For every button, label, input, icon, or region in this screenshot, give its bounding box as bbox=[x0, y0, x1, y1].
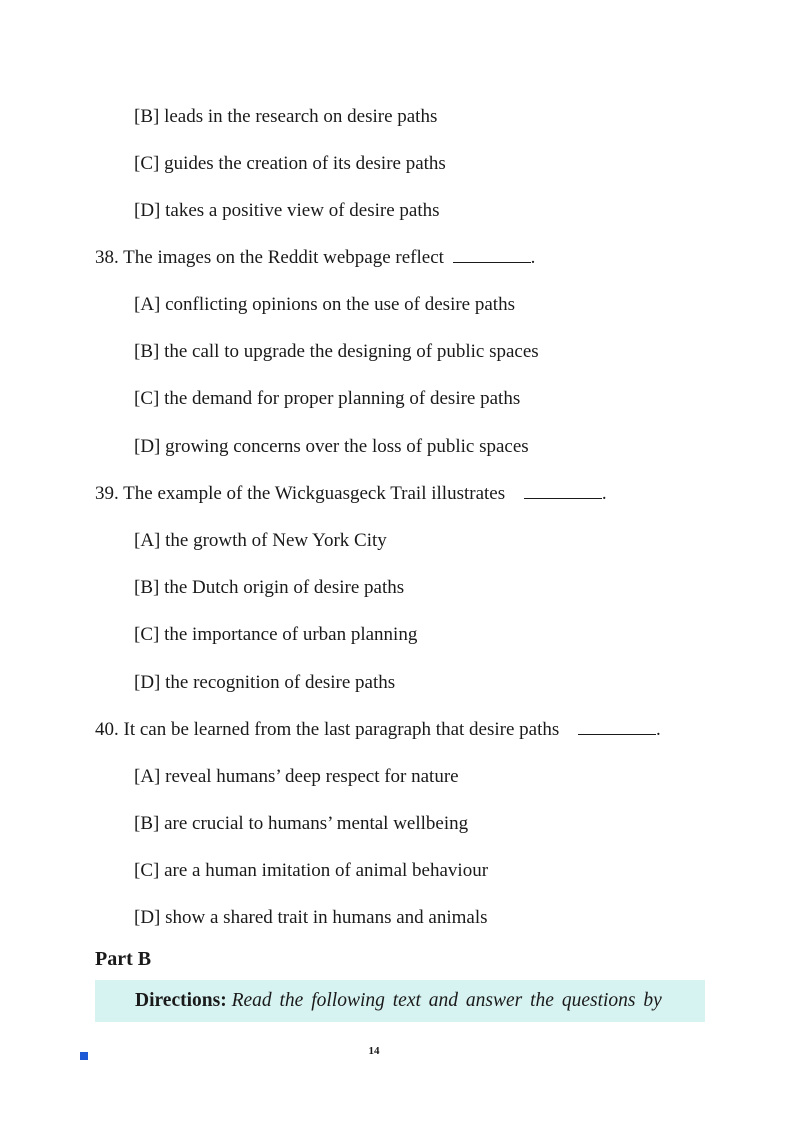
q38-option-a: [A] conflicting opinions on the use of desire paths bbox=[134, 294, 515, 315]
page-number: 14 bbox=[368, 1045, 380, 1057]
q37-option-d: [D] takes a positive view of desire paths bbox=[134, 200, 440, 221]
q38-answer-blank bbox=[453, 248, 531, 263]
directions-text: Read the following text and answer the questions by bbox=[231, 990, 662, 1011]
q38-blank-end: . bbox=[530, 247, 536, 268]
q38-stem: 38. The images on the Reddit webpage reflect bbox=[95, 247, 444, 268]
q40-blank-end: . bbox=[656, 719, 661, 740]
directions-line bbox=[135, 989, 662, 1013]
q39-answer-blank bbox=[524, 484, 602, 499]
q37-option-b: [B] leads in the research on desire paths bbox=[134, 106, 438, 127]
q39-option-d: [D] the recognition of desire paths bbox=[134, 672, 396, 693]
part-b-title: Part B bbox=[95, 948, 152, 970]
q40-option-b: [B] are crucial to humans’ mental wellbeing bbox=[134, 813, 469, 834]
page-corner-marker bbox=[80, 1052, 88, 1060]
q38-stem-line bbox=[95, 246, 535, 270]
q39-option-b: [B] the Dutch origin of desire paths bbox=[134, 577, 405, 598]
directions-label: Directions: bbox=[135, 990, 227, 1011]
q40-answer-blank bbox=[578, 720, 656, 735]
q39-blank-end: . bbox=[601, 483, 607, 504]
q40-option-c: [C] are a human imitation of animal behaviour bbox=[134, 860, 489, 881]
q38-option-c: [C] the demand for proper planning of desire paths bbox=[134, 388, 521, 409]
q40-option-a: [A] reveal humans’ deep respect for nature bbox=[134, 766, 459, 787]
q40-stem: 40. It can be learned from the last paragraph that desire paths bbox=[95, 719, 560, 740]
q39-option-c: [C] the importance of urban planning bbox=[134, 624, 418, 645]
q39-stem: 39. The example of the Wickguasgeck Trail illustrates bbox=[95, 483, 506, 504]
q40-option-d: [D] show a shared trait in humans and animals bbox=[134, 907, 488, 928]
q38-option-d: [D] growing concerns over the loss of public spaces bbox=[134, 436, 529, 457]
q38-option-b: [B] the call to upgrade the designing of public spaces bbox=[134, 341, 539, 362]
q39-option-a: [A] the growth of New York City bbox=[134, 530, 387, 551]
q37-option-c: [C] guides the creation of its desire paths bbox=[134, 153, 446, 174]
q39-stem-line bbox=[95, 482, 607, 506]
q40-stem-line bbox=[95, 718, 661, 742]
